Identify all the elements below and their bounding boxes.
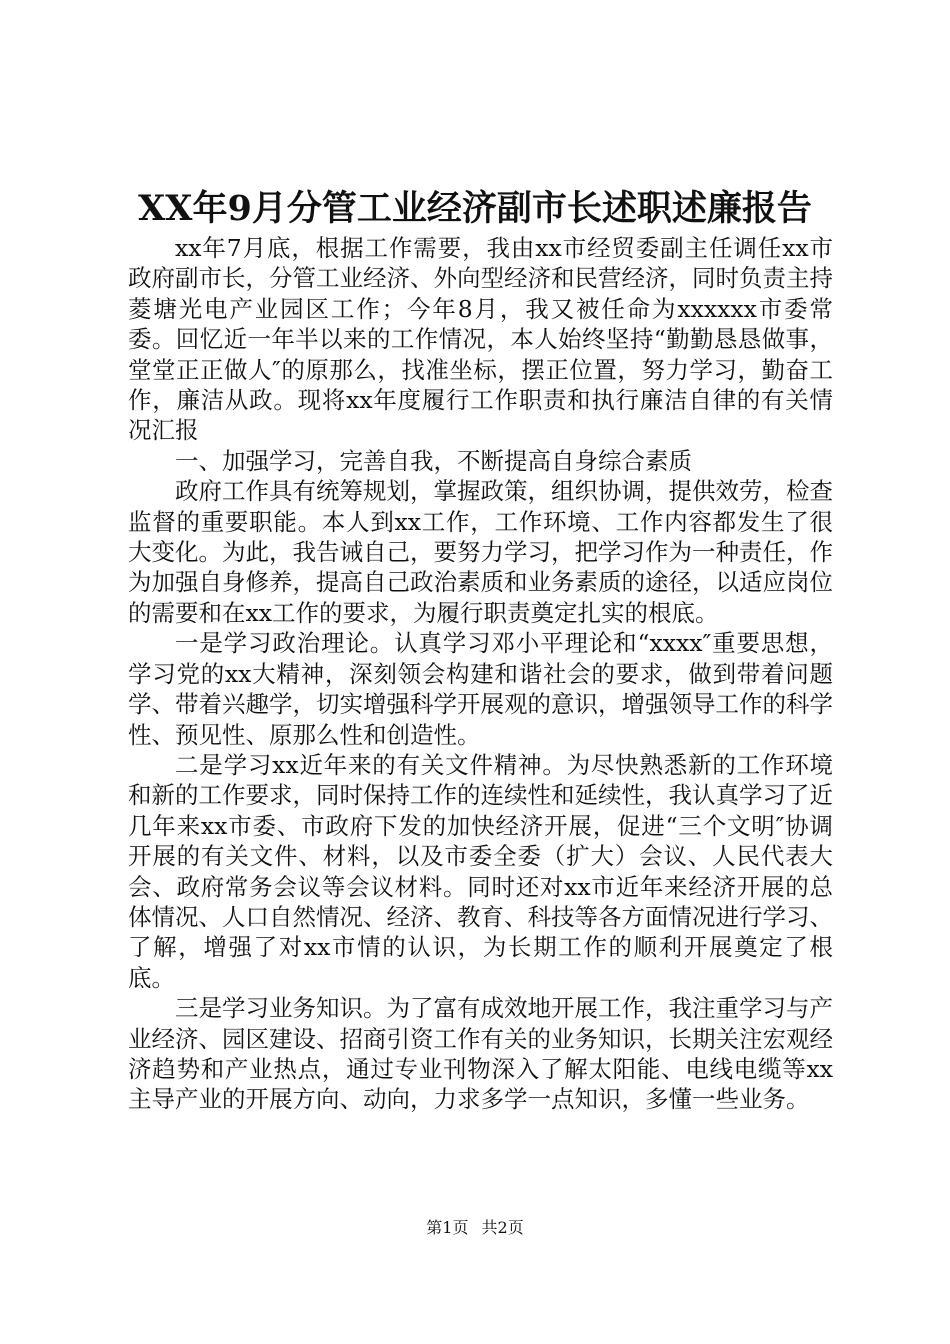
- paragraph-intro: xx年7月底，根据工作需要，我由xx市经贸委副主任调任xx市政府副市长，分管工业经济、外向型经济和民营经济，同时负责主持菱塘光电产业园区工作；今年8月，我又被任命为xxxxxx市委常委。回忆近一年半以来的工作情况，本人始终坚持“勤勤恳恳做事，堂堂正正做人″的原那么，找准坐标，摆正位置，努力学习，勤奋工作，廉洁从政。现将xx年度履行工作职责和执行廉洁自律的有关情况汇报: [128, 234, 833, 445]
- paragraph-political-theory: 一是学习政治理论。认真学习邓小平理论和“xxxx″重要思想，学习党的xx大精神，深刻领会构建和谐社会的要求，做到带着问题学、带着兴趣学，切实增强科学开展观的意识，增强领导工作的科学性、预见性、原那么性和创造性。: [128, 629, 833, 749]
- section-heading-1: 一、加强学习，完善自我，不断提高自身综合素质: [175, 446, 692, 475]
- page-footer: [0, 1218, 950, 1238]
- document-body: [128, 233, 833, 1115]
- paragraph-government-work: 政府工作具有统筹规划，掌握政策，组织协调，提供效劳，检查监督的重要职能。本人到xx工作，工作环境、工作内容都发生了很大变化。为此，我告诫自己，要努力学习，把学习作为一种责任，作为加强自身修养，提高自己政治素质和业务素质的途径，以适应岗位的需要和在xx工作的要求，为履行职责奠定扎实的根底。: [128, 477, 833, 627]
- page-number-total: 共2页: [481, 1218, 524, 1237]
- page-number-current: 第1页: [426, 1218, 469, 1237]
- paragraph-business-knowledge: 三是学习业务知识。为了富有成效地开展工作，我注重学习与产业经济、园区建设、招商引资工作有关的业务知识，长期关注宏观经济趋势和产业热点，通过专业刊物深入了解太阳能、电线电缆等xx主导产业的开展方向、动向，力求多学一点知识，多懂一些业务。: [128, 994, 833, 1114]
- paragraph-local-documents: 二是学习xx近年来的有关文件精神。为尽快熟悉新的工作环境和新的工作要求，同时保持工作的连续性和延续性，我认真学习了近几年来xx市委、市政府下发的加快经济开展，促进“三个文明″协调开展的有关文件、材料，以及市委全委（扩大）会议、人民代表大会、政府常务会议等会议材料。同时还对xx市近年来经济开展的总体情况、人口自然情况、经济、教育、科技等各方面情况进行学习、了解，增强了对xx市情的认识，为长期工作的顺利开展奠定了根底。: [128, 750, 833, 992]
- document-title: XX年9月分管工业经济副市长述职述廉报告: [138, 188, 812, 229]
